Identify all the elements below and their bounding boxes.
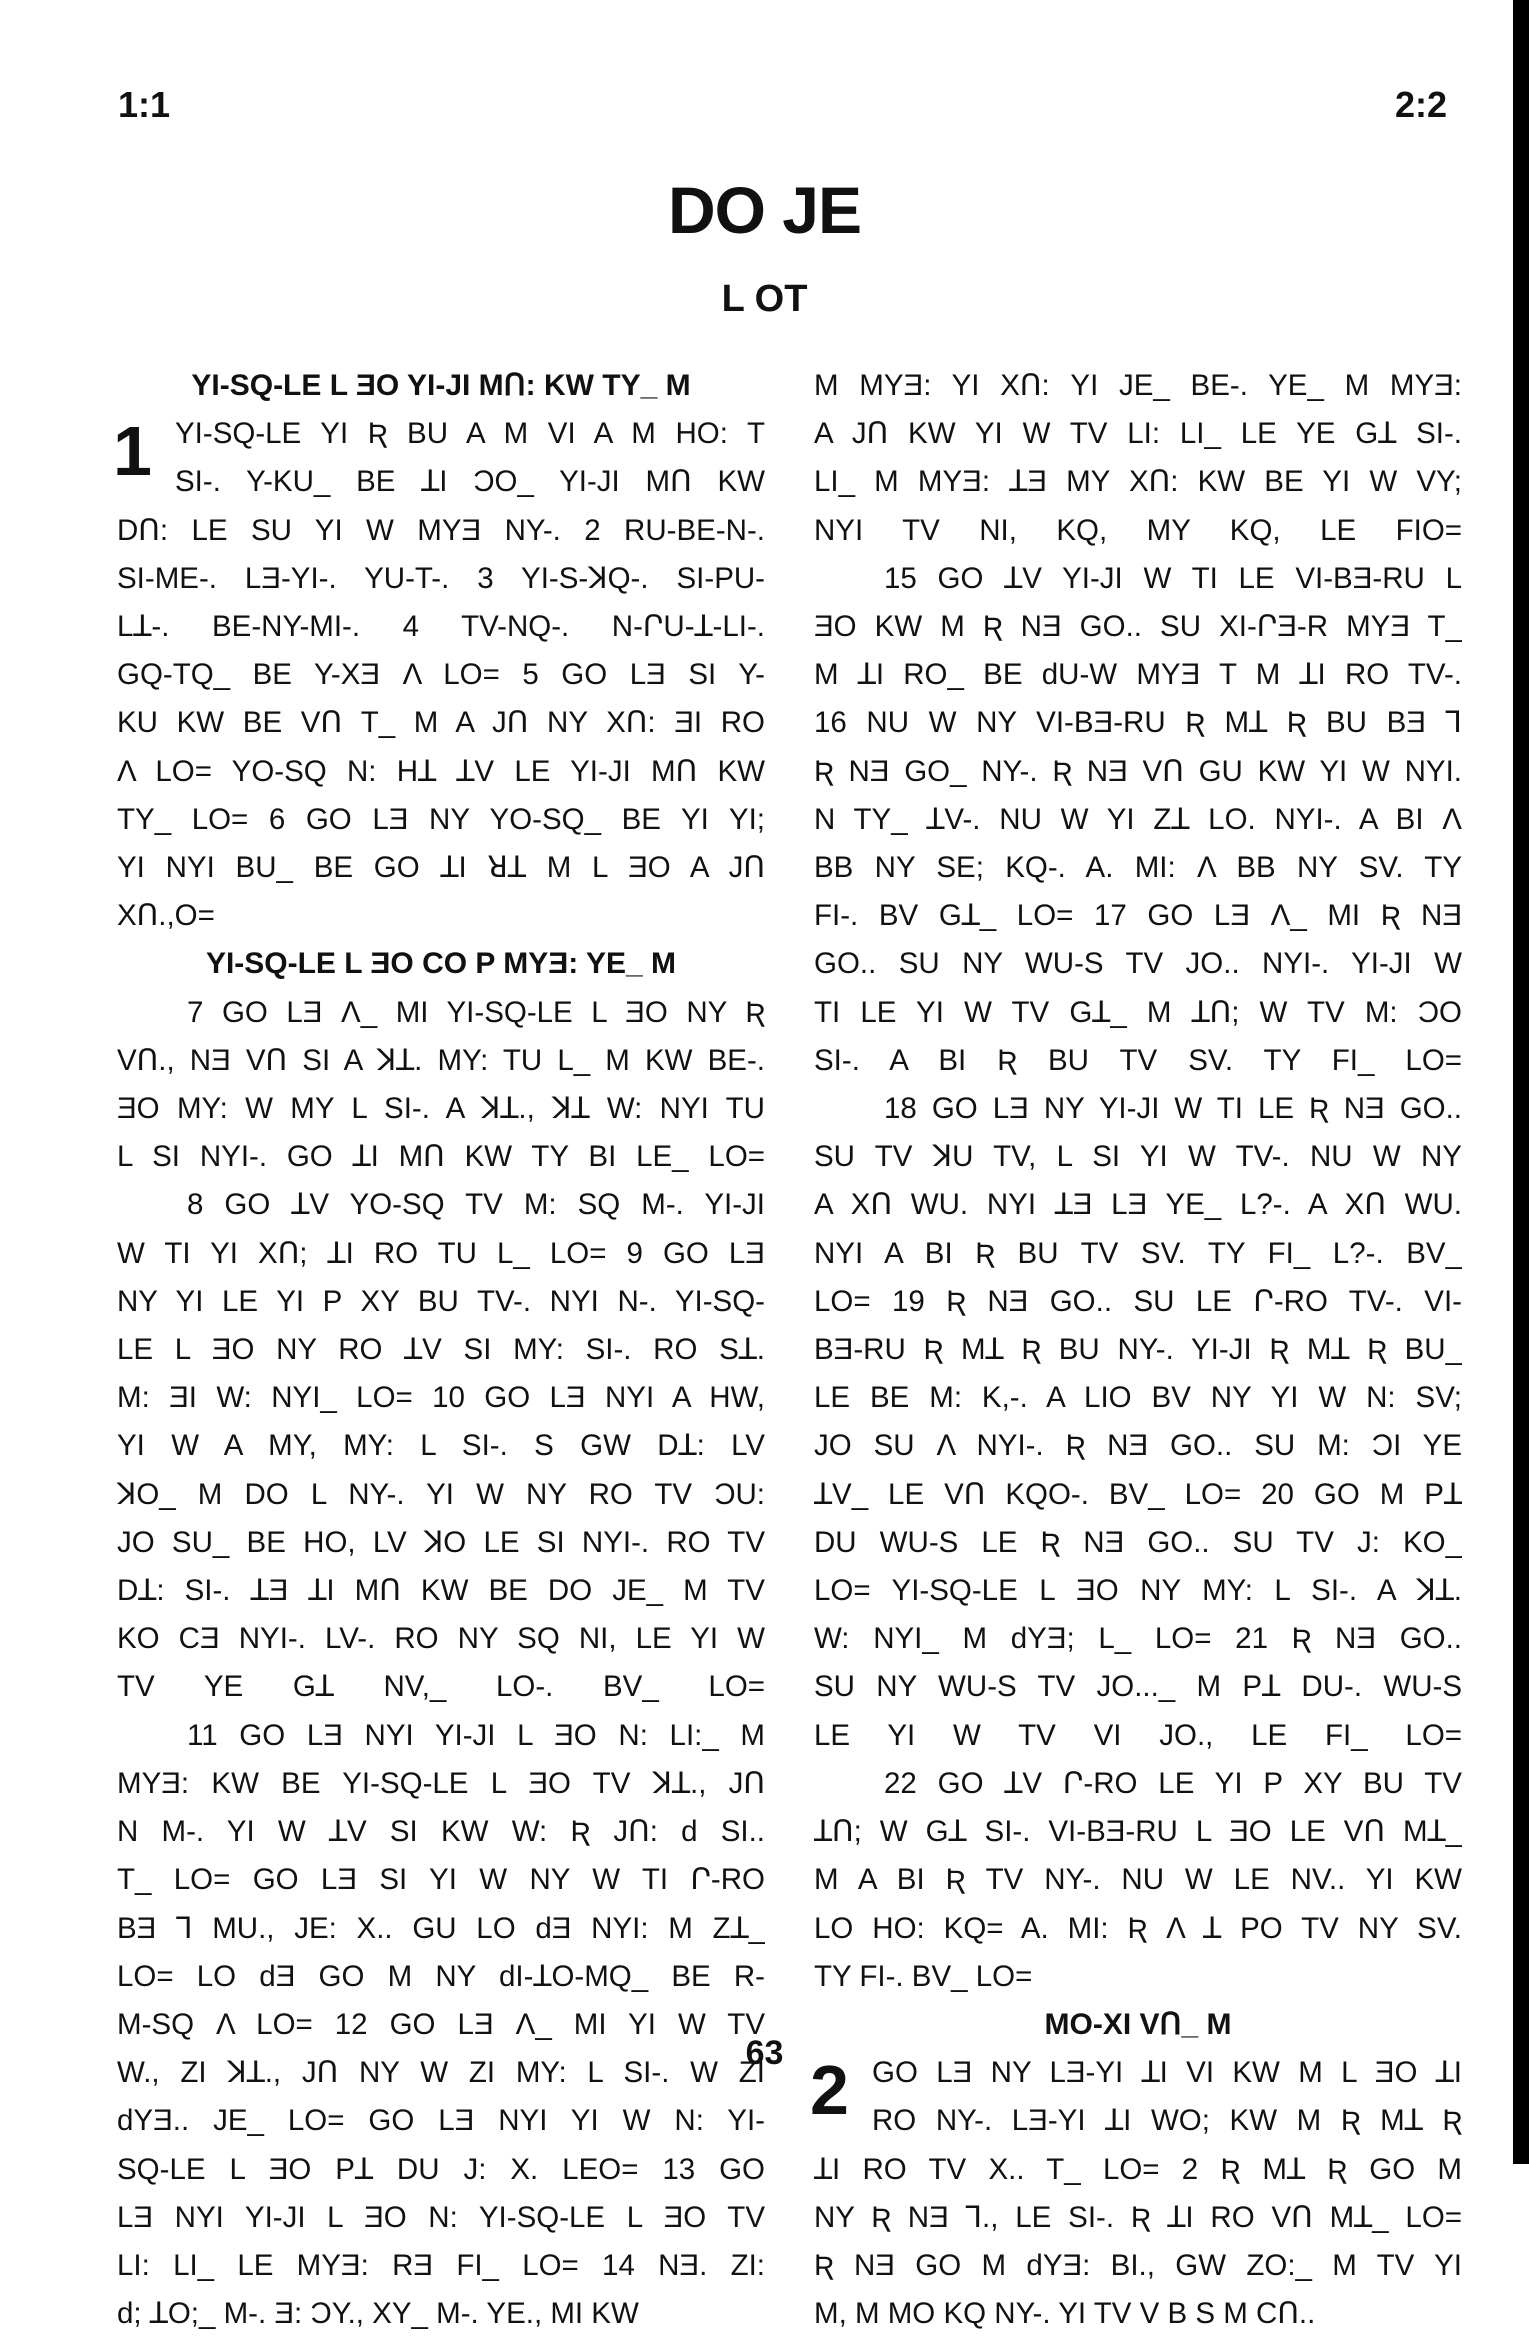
running-header-left: 1:1 <box>118 84 171 125</box>
text-line: 22 GO ꓕV Ր-RO LE YI P XY BU TV <box>884 1766 1462 1800</box>
text-line: M: ƎI W: NYI_ LO= 10 GO LƎ NYI A HW, <box>117 1381 765 1415</box>
text-line: DU WU-S LE Ʀ NƎ GO.. SU TV J: KO_ <box>814 1525 1462 1559</box>
text-line: NY Ʀ NƎ ꓶ., LE SI-. Ʀ ꓕI RO VՈ Mꓕ_ LO= <box>814 2200 1462 2234</box>
text-line: JO SU_ BE HO, LV ꓘO LE SI NYI-. RO TV <box>117 1525 765 1559</box>
text-line: SQ-LE L ƎO Pꓕ DU J: X. LEO= 13 GO <box>117 2152 765 2186</box>
text-line: LE BE M: K,-. A LIO BV NY YI W N: SV; <box>814 1381 1462 1415</box>
text-line: M MYƎ: YI XՈ: YI JE_ BE-. YE_ M MYƎ: <box>814 369 1462 402</box>
text-line: ƎO MY: W MY L SI-. A ꓘꓕ., ꓘꓕ W: NYI TU <box>117 1092 765 1126</box>
text-line: ƎO KW M Ʀ NƎ GO.. SU XI-ՐƎ-R MYƎ T_ <box>814 610 1462 644</box>
text-line: N TY_ ꓕV-. NU W YI Zꓕ LO. NYI-. A BI Λ <box>814 802 1462 836</box>
text-line: LI_ M MYƎ: ꓕƎ MY XՈ: KW BE YI W VY; <box>814 465 1462 499</box>
text-line: M-SQ Λ LO= 12 GO LƎ Λ_ MI YI W TV <box>117 2007 765 2041</box>
text-line: NY YI LE YI P XY BU TV-. NYI N-. YI-SQ- <box>117 1284 765 1318</box>
text-line: 16 NU W NY VI-BƎ-RU Ʀ Mꓕ Ʀ BU BƎ ꓶ <box>814 706 1462 740</box>
text-line: BB NY SE; KQ-. A. MI: Λ BB NY SV. TY <box>814 851 1462 885</box>
text-line: T_ LO= GO LƎ SI YI W NY W TI Ր-RO <box>117 1863 765 1897</box>
text-line: LI: LI_ LE MYƎ: RƎ FI_ LO= 14 NƎ. ZI: <box>117 2248 765 2282</box>
text-line: GQ-TQ_ BE Y-XƎ Λ LO= 5 GO LƎ SI Y- <box>117 658 765 692</box>
text-line: GO LƎ NY LƎ-YI ꓕI VI KW M L ƎO ꓕI <box>872 2056 1462 2090</box>
text-line: TI LE YI W TV Gꓕ_ M ꓕՈ; W TV M: ϽO <box>814 995 1462 1029</box>
text-line: 15 GO ꓕV YI-JI W TI LE VI-BƎ-RU L <box>884 561 1462 595</box>
text-line: SI-. A BI Ʀ BU TV SV. TY FI_ LO= <box>814 1043 1462 1077</box>
text-line: JO SU Λ NYI-. Ʀ NƎ GO.. SU M: ϽI YE <box>814 1429 1462 1463</box>
text-line: SU NY WU-S TV JO..._ M Pꓕ DU-. WU-S <box>814 1670 1462 1704</box>
book-title: DO JE <box>667 173 862 247</box>
text-line: L SI NYI-. GO ꓕI MՈ KW TY BI LE_ LO= <box>117 1140 765 1174</box>
text-line: Λ LO= YO-SQ N: Hꓕ ꓕV LE YI-JI MՈ KW <box>117 754 765 788</box>
text-line: 8 GO ꓕV YO-SQ TV M: SQ M-. YI-JI <box>187 1188 765 1222</box>
text-line: ꓕV_ LE VՈ KQO-. BV_ LO= 20 GO M Pꓕ <box>814 1477 1462 1511</box>
text-line: KO CƎ NYI-. LV-. RO NY SQ NI, LE YI W <box>117 1622 765 1656</box>
text-line: LO= YI-SQ-LE L ƎO NY MY: L SI-. A ꓘꓕ. <box>814 1574 1462 1608</box>
text-line: KU KW BE VՈ T_ M A JՈ NY XՈ: ƎI RO <box>117 706 765 740</box>
text-line: ꓘO_ M DO L NY-. YI W NY RO TV ϽU: <box>117 1477 765 1511</box>
text-line: M ꓕI RO_ BE ԁU-W MYƎ T M ꓕI RO TV-. <box>814 658 1462 692</box>
text-line: W TI YI XՈ; ꓕI RO TU L_ LO= 9 GO LƎ <box>117 1236 765 1270</box>
text-line: ꓕՈ; W Gꓕ SI-. VI-BƎ-RU L ƎO LE VՈ Mꓕ_ <box>814 1815 1462 1849</box>
text-line: ԁ; ꓕO;_ M-. Ǝ: ϽY., XY_ M-. YE., MI KW <box>117 2297 639 2331</box>
text-line: MYƎ: KW BE YI-SQ-LE L ƎO TV ꓘꓕ., JՈ <box>117 1766 765 1800</box>
text-line: DՈ: LE SU YI W MYƎ NY-. 2 RU-BE-N-. <box>117 513 765 547</box>
text-line: M, M MO KQ NY-. YI TV V B S M CՈ.. <box>814 2297 1316 2331</box>
text-line: SI-ME-. LƎ-YI-. YU-T-. 3 YI-S-ꓘQ-. SI-PU- <box>117 561 765 595</box>
text-line: GO.. SU NY WU-S TV JO.. NYI-. YI-JI W <box>814 947 1462 981</box>
section-heading: YI-SQ-LE L ƎO YI-JI MՈ: KW TY_ M <box>191 369 691 402</box>
text-line: 11 GO LƎ NYI YI-JI L ƎO N: LI:_ M <box>187 1718 765 1752</box>
text-line: A XՈ WU. NYI ꓕƎ LƎ YE_ L?-. A XՈ WU. <box>814 1188 1462 1222</box>
text-line: Lꓕ-. BE-NY-MI-. 4 TV-NQ-. N-ՐU-ꓕ-LI-. <box>117 610 765 644</box>
page-number: 63 <box>745 2034 784 2072</box>
text-line: BƎ ꓶ MU., JE: X.. GU LO ԁƎ NYI: M Zꓕ_ <box>117 1911 765 1945</box>
text-line: BƎ-RU Ʀ Mꓕ Ʀ BU NY-. YI-JI Ʀ Mꓕ Ʀ BU_ <box>814 1333 1462 1367</box>
chapter-drop-number: 1 <box>113 412 152 490</box>
running-header-right: 2:2 <box>1395 84 1448 125</box>
text-line: RO NY-. LƎ-YI ꓕI WO; KW M Ʀ Mꓕ Ʀ <box>872 2104 1462 2138</box>
text-line: ꓕI RO TV X.. T_ LO= 2 Ʀ Mꓕ Ʀ GO M <box>814 2152 1462 2186</box>
text-line: NYI A BI Ʀ BU TV SV. TY FI_ L?-. BV_ <box>814 1236 1462 1270</box>
text-line: YI NYI BU_ BE GO ꓕI ꓤꓕ M L ƎO A JՈ <box>117 851 765 885</box>
page-edge-shadow <box>1513 0 1529 2164</box>
text-line: 7 GO LƎ Λ_ MI YI-SQ-LE L ƎO NY Ʀ <box>187 995 765 1029</box>
text-line: LO HO: KQ= A. MI: Ʀ Λ ꓕ PO TV NY SV. <box>814 1911 1462 1945</box>
section-heading: MO-XI VՈ_ M <box>1044 2007 1232 2041</box>
text-line: LE YI W TV VI JO., LE FI_ LO= <box>814 1718 1462 1752</box>
text-line: YI W A MY, MY: L SI-. S GW Dꓕ: LV <box>117 1429 765 1463</box>
section-heading: YI-SQ-LE L ƎO CO P MYƎ: YE_ M <box>205 947 677 981</box>
text-line: VՈ., NƎ VՈ SI A ꓘꓕ. MY: TU L_ M KW BE-. <box>117 1043 765 1077</box>
text-line: LE L ƎO NY RO ꓕV SI MY: SI-. RO Sꓕ. <box>117 1333 765 1367</box>
chapter-drop-number: 2 <box>810 2051 849 2129</box>
text-line: N M-. YI W ꓕV SI KW W: Ʀ JՈ: ԁ SI.. <box>117 1815 765 1849</box>
text-line: LO= 19 Ʀ NƎ GO.. SU LE Ր-RO TV-. VI- <box>814 1284 1462 1318</box>
text-line: LO= LO ԁƎ GO M NY ԁI-ꓕO-MQ_ BE R- <box>117 1959 765 1993</box>
text-line: W., ZI ꓘꓕ., JՈ NY W ZI MY: L SI-. W ZI <box>117 2056 765 2090</box>
text-line: Dꓕ: SI-. ꓕƎ ꓕI MՈ KW BE DO JE_ M TV <box>117 1574 765 1608</box>
text-line: TY FI-. BV_ LO= <box>814 1959 1033 1993</box>
text-line: ԁYƎ.. JE_ LO= GO LƎ NYI YI W N: YI- <box>117 2104 765 2138</box>
text-line: A JՈ KW YI W TV LI: LI_ LE YE Gꓕ SI-. <box>814 417 1462 451</box>
text-line: TY_ LO= 6 GO LƎ NY YO-SQ_ BE YI YI; <box>117 802 765 836</box>
text-line: NYI TV NI, KQ, MY KQ, LE FIO= <box>814 513 1462 547</box>
text-line: M A BI Ʀ TV NY-. NU W LE NV.. YI KW <box>814 1863 1462 1897</box>
text-line: Ʀ NƎ GO_ NY-. Ʀ NƎ VՈ GU KW YI W NYI. <box>814 754 1462 788</box>
chapter-label: L OT <box>721 278 808 320</box>
text-line: TV YE Gꓕ NV,_ LO-. BV_ LO= <box>117 1670 765 1704</box>
text-line: FI-. BV Gꓕ_ LO= 17 GO LƎ Λ_ MI Ʀ NƎ <box>814 899 1462 933</box>
text-line: W: NYI_ M ԁYƎ; L_ LO= 21 Ʀ NƎ GO.. <box>814 1622 1462 1656</box>
text-line: YI-SQ-LE YI Ʀ BU A M VI A M HO: T <box>175 417 765 451</box>
text-line: LƎ NYI YI-JI L ƎO N: YI-SQ-LE L ƎO TV <box>117 2200 765 2234</box>
text-line: SI-. Y-KU_ BE ꓕI ϽO_ YI-JI MՈ KW <box>175 465 765 499</box>
text-line: Ʀ NƎ GO M ԁYƎ: BI., GW ZO:_ M TV YI <box>814 2248 1462 2282</box>
text-line: 18 GO LƎ NY YI-JI W TI LE Ʀ NƎ GO.. <box>884 1092 1462 1126</box>
text-line: SU TV ꓘU TV, L SI YI W TV-. NU W NY <box>814 1140 1462 1174</box>
text-line: XՈ.,O= <box>117 899 215 933</box>
